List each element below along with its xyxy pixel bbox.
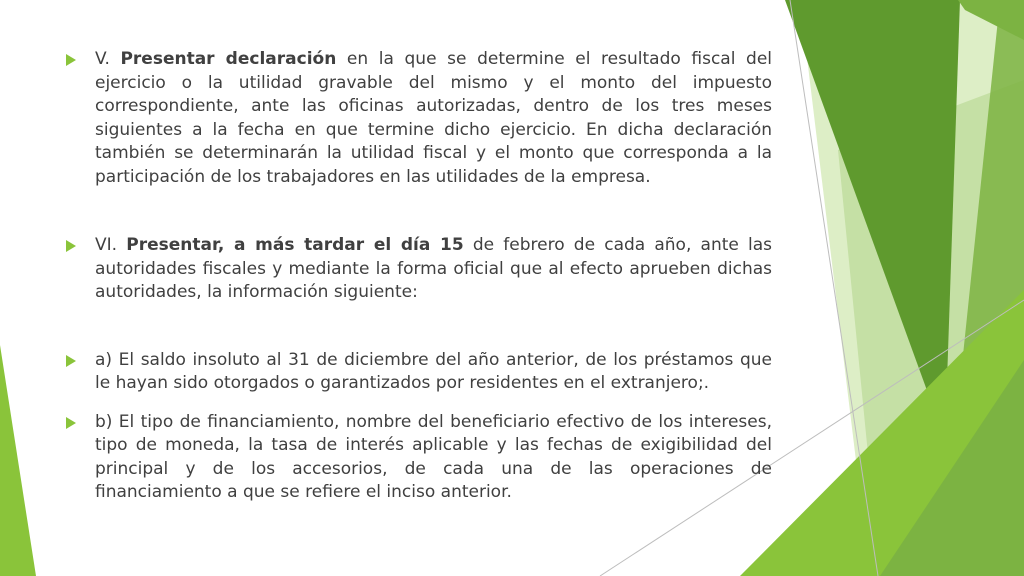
bullet-arrow-icon — [66, 417, 76, 429]
bullet-text: en la que se determine el resultado fiscal del ejercicio o la utilidad gravable del mismo y el monto del impuesto correspondiente, ante las oficinas autorizadas, dentro de los tres meses siguientes a la fecha en que termine dicho ejercicio. En dicha declaración también se determinarán la utilidad fiscal y el monto que corresponda a la participación de los trabajadores en las utilidades de la empresa. — [95, 49, 773, 187]
left-edge-shape — [0, 345, 36, 576]
bullet-bold-text: Presentar, a más tardar el día 15 — [126, 235, 464, 255]
bullet-item — [64, 48, 772, 189]
bullet-text: de febrero de cada año, ante las autoridades fiscales y mediante la forma oficial que al efecto aprueben dichas autoridades, la información siguiente: — [95, 235, 773, 302]
bullet-arrow-icon — [66, 240, 76, 252]
bullet-item — [64, 411, 772, 505]
slide-content — [64, 48, 772, 505]
bullet-item — [64, 234, 772, 305]
bullet-bold-text: Presentar declaración — [120, 49, 337, 69]
bullet-arrow-icon — [66, 54, 76, 66]
bullet-lead: V. — [95, 49, 121, 69]
bullet-item — [64, 349, 772, 396]
bullet-text: b) El tipo de financiamiento, nombre del beneficiario efectivo de los intereses, tipo de moneda, la tasa de interés aplicable y las fechas de exigibilidad del principal y de los accesorios, de cada una de las operaciones de financiamiento a que se refiere el inciso anterior. — [95, 411, 772, 502]
bullet-arrow-icon — [66, 355, 76, 367]
bullet-lead: VI. — [95, 235, 127, 255]
bullet-text: a) El saldo insoluto al 31 de diciembre del año anterior, de los préstamos que le hayan sido otorgados o garantizados por residentes en el extranjero;. — [95, 349, 772, 393]
